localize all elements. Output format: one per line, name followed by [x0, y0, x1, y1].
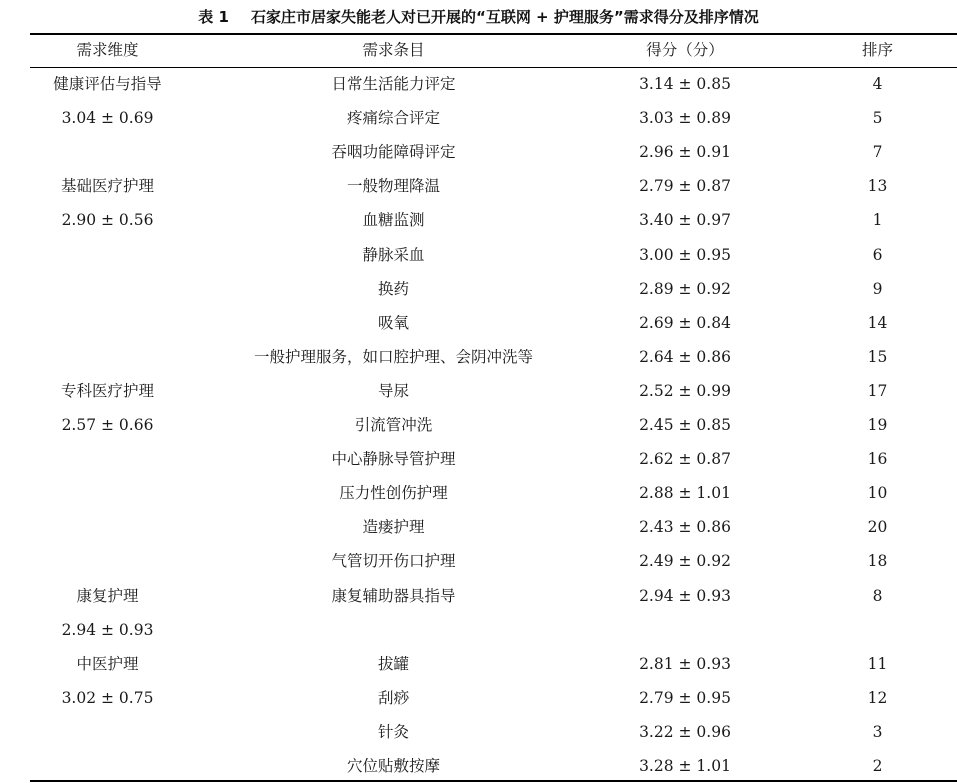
cell-score: 2.81 ± 0.93 — [639, 654, 731, 673]
cell-rank: 1 — [872, 211, 883, 230]
cell-item: 拔罐 — [377, 654, 409, 673]
cell-rank: 6 — [872, 245, 883, 264]
cell-dimension: 2.57 ± 0.66 — [61, 416, 154, 434]
cell-score: 2.45 ± 0.85 — [639, 416, 731, 434]
header-item: 需求条目 — [362, 41, 425, 59]
cell-dimension — [30, 272, 185, 306]
cell-rank: 3 — [872, 722, 883, 741]
cell-rank: 7 — [872, 143, 883, 162]
cell-dimension — [30, 238, 185, 272]
cell-dimension — [30, 442, 185, 476]
cell-dimension: 康复护理 — [76, 586, 139, 605]
cell-dimension: 3.04 ± 0.69 — [61, 109, 154, 128]
cell-dimension — [30, 476, 185, 510]
table-row — [0, 374, 957, 408]
cell-score: 2.94 ± 0.93 — [639, 586, 731, 605]
cell-rank: 5 — [872, 109, 883, 128]
table-row — [0, 681, 957, 715]
header-dimension: 需求维度 — [76, 41, 139, 59]
cell-rank: 12 — [867, 688, 888, 707]
cell-item: 换药 — [377, 279, 409, 298]
cell-dimension — [30, 715, 185, 749]
cell-dimension: 3.02 ± 0.75 — [61, 688, 154, 707]
cell-item: 针灸 — [377, 722, 409, 741]
cell-item: 康复辅助器具指导 — [331, 586, 456, 605]
cell-rank: 18 — [867, 552, 888, 571]
cell-rank: 13 — [867, 177, 888, 196]
table-row — [0, 613, 957, 647]
cell-item: 疼痛综合评定 — [346, 109, 440, 128]
header-score: 得分（分） — [646, 41, 724, 59]
table-row — [0, 442, 957, 476]
cell-dimension — [30, 749, 185, 783]
cell-rank: 17 — [867, 381, 888, 400]
cell-rank: 4 — [872, 75, 883, 93]
cell-dimension — [30, 340, 185, 374]
table-number: 表 1 — [198, 8, 229, 26]
cell-item: 中心静脉导管护理 — [331, 450, 456, 469]
cell-score: 2.79 ± 0.87 — [639, 177, 731, 196]
table-row — [0, 135, 957, 169]
table-row — [0, 715, 957, 749]
cell-rank: 2 — [872, 757, 883, 775]
cell-rank: 16 — [867, 450, 888, 469]
cell-dimension: 中医护理 — [76, 654, 139, 673]
cell-score: 2.96 ± 0.91 — [639, 143, 731, 162]
cell-dimension: 2.94 ± 0.93 — [61, 620, 154, 639]
table-row — [0, 272, 957, 306]
cell-item — [215, 613, 572, 647]
cell-score: 2.64 ± 0.86 — [639, 347, 731, 366]
cell-score: 2.88 ± 1.01 — [639, 484, 731, 503]
table-row — [0, 579, 957, 613]
cell-dimension — [30, 510, 185, 544]
cell-item: 穴位贴敷按摩 — [346, 757, 440, 775]
cell-item: 造瘘护理 — [362, 518, 425, 537]
bottom-rule — [30, 780, 957, 782]
cell-rank: 19 — [867, 416, 888, 434]
cell-dimension — [30, 544, 185, 578]
table-row — [0, 306, 957, 340]
cell-score: 2.89 ± 0.92 — [639, 279, 731, 298]
cell-rank — [800, 613, 955, 647]
cell-rank: 9 — [872, 279, 883, 298]
table-row — [0, 340, 957, 374]
header-rank: 排序 — [861, 41, 893, 59]
cell-score: 2.52 ± 0.99 — [639, 381, 731, 400]
cell-item: 血糖监测 — [362, 211, 425, 230]
cell-score: 3.03 ± 0.89 — [639, 109, 731, 128]
table-row — [0, 476, 957, 510]
cell-dimension — [30, 306, 185, 340]
table-row — [0, 67, 957, 101]
cell-item: 日常生活能力评定 — [331, 75, 456, 93]
cell-rank: 11 — [867, 654, 888, 673]
cell-dimension — [30, 135, 185, 169]
cell-score: 2.62 ± 0.87 — [639, 450, 731, 469]
cell-item: 吸氧 — [377, 313, 409, 332]
table-row — [0, 544, 957, 578]
cell-item: 导尿 — [377, 381, 409, 400]
cell-rank: 15 — [867, 347, 888, 366]
cell-item: 吞咽功能障碍评定 — [331, 143, 456, 162]
cell-score: 3.28 ± 1.01 — [639, 757, 731, 775]
cell-rank: 14 — [867, 313, 888, 332]
table-row — [0, 101, 957, 135]
cell-score — [600, 613, 770, 647]
cell-dimension: 健康评估与指导 — [53, 75, 162, 93]
cell-score: 3.00 ± 0.95 — [639, 245, 731, 264]
table-row — [0, 238, 957, 272]
cell-item: 刮痧 — [377, 688, 409, 707]
cell-item: 静脉采血 — [362, 245, 425, 264]
cell-score: 2.43 ± 0.86 — [639, 518, 731, 537]
cell-item: 压力性创伤护理 — [339, 484, 448, 503]
table-title: 石家庄市居家失能老人对已开展的“互联网 + 护理服务”需求得分及排序情况 — [250, 8, 759, 26]
cell-item: 一般护理服务，如口腔护理、会阴冲洗等 — [253, 347, 533, 366]
cell-rank: 8 — [872, 586, 883, 605]
table-row — [0, 203, 957, 237]
cell-item: 引流管冲洗 — [354, 416, 433, 434]
cell-dimension: 专科医疗护理 — [60, 381, 154, 400]
cell-rank: 20 — [867, 518, 888, 537]
cell-score: 3.22 ± 0.96 — [639, 722, 731, 741]
table-caption — [0, 4, 957, 30]
cell-score: 2.79 ± 0.95 — [639, 688, 731, 707]
cell-dimension: 2.90 ± 0.56 — [61, 211, 154, 230]
table-row — [0, 749, 957, 783]
cell-score: 2.49 ± 0.92 — [639, 552, 731, 571]
cell-dimension: 基础医疗护理 — [60, 177, 154, 196]
table-row — [0, 169, 957, 203]
cell-item: 一般物理降温 — [346, 177, 440, 196]
table-header — [0, 34, 957, 67]
cell-item: 气管切开伤口护理 — [331, 552, 456, 571]
table-row — [0, 647, 957, 681]
table-row — [0, 510, 957, 544]
cell-rank: 10 — [867, 484, 888, 503]
cell-score: 2.69 ± 0.84 — [639, 313, 731, 332]
table-row — [0, 408, 957, 442]
cell-score: 3.40 ± 0.97 — [639, 211, 731, 230]
cell-score: 3.14 ± 0.85 — [639, 75, 731, 93]
